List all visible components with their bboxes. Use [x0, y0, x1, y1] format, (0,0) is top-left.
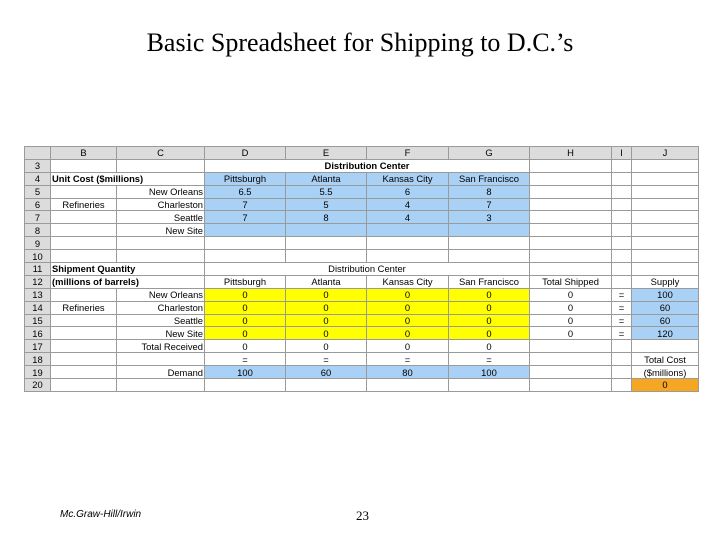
- col-header-d[interactable]: D: [205, 147, 286, 160]
- cell[interactable]: [51, 159, 117, 172]
- cell[interactable]: [530, 159, 612, 172]
- row-header[interactable]: 15: [25, 314, 51, 327]
- demand-cell[interactable]: 80: [367, 366, 449, 379]
- cell[interactable]: [367, 237, 449, 250]
- cell[interactable]: [632, 198, 699, 211]
- cell[interactable]: [612, 340, 632, 353]
- equals-cell[interactable]: =: [612, 301, 632, 314]
- shipment-cell[interactable]: 0: [205, 314, 286, 327]
- row-header[interactable]: 16: [25, 327, 51, 340]
- cell[interactable]: [117, 250, 205, 263]
- equals-cell[interactable]: =: [612, 314, 632, 327]
- row-header[interactable]: 17: [25, 340, 51, 353]
- cell[interactable]: [612, 185, 632, 198]
- unit-cost-cell[interactable]: 8: [449, 185, 530, 198]
- cell[interactable]: [530, 353, 612, 366]
- cell[interactable]: [530, 198, 612, 211]
- cell[interactable]: [632, 237, 699, 250]
- shipment-cell[interactable]: 0: [367, 327, 449, 340]
- unit-cost-cell[interactable]: 3: [449, 211, 530, 224]
- sheet-row: [25, 353, 699, 366]
- equals-cell[interactable]: =: [612, 327, 632, 340]
- sheet-row: [25, 237, 699, 250]
- shipment-cell[interactable]: 0: [286, 288, 367, 301]
- refinery-seattle[interactable]: Seattle: [117, 314, 205, 327]
- cell[interactable]: [632, 250, 699, 263]
- col-header-f[interactable]: F: [367, 147, 449, 160]
- cell[interactable]: [205, 379, 286, 392]
- row-header[interactable]: 11: [25, 263, 51, 276]
- cell[interactable]: [632, 185, 699, 198]
- cell[interactable]: [632, 159, 699, 172]
- sheet-row: [25, 172, 699, 185]
- total-shipped-cell[interactable]: 0: [530, 327, 612, 340]
- unit-cost-cell[interactable]: 8: [286, 211, 367, 224]
- cell[interactable]: [367, 379, 449, 392]
- unit-cost-cell[interactable]: 5.5: [286, 185, 367, 198]
- cell[interactable]: [51, 314, 117, 327]
- slide-title: Basic Spreadsheet for Shipping to D.C.’s: [146, 28, 574, 57]
- cell[interactable]: [51, 366, 117, 379]
- sheet-row: [25, 185, 699, 198]
- total-received-cell[interactable]: 0: [449, 340, 530, 353]
- supply-cell[interactable]: 100: [632, 288, 699, 301]
- cell[interactable]: [530, 185, 612, 198]
- refineries-label[interactable]: Refineries: [51, 198, 117, 211]
- equals-cell[interactable]: =: [367, 353, 449, 366]
- unit-cost-cell[interactable]: [367, 224, 449, 237]
- col-header-i[interactable]: I: [612, 147, 632, 160]
- cell[interactable]: [612, 366, 632, 379]
- cell[interactable]: [530, 172, 612, 185]
- cell[interactable]: [286, 250, 367, 263]
- sheet-row: [25, 379, 699, 392]
- sheet-row: [25, 263, 699, 276]
- publisher-footer: Mc.Graw-Hill/Irwin: [60, 509, 142, 520]
- sheet-row: [25, 211, 699, 224]
- refinery-charleston[interactable]: Charleston: [117, 301, 205, 314]
- sheet-row: [25, 275, 699, 288]
- cell[interactable]: [612, 275, 632, 288]
- cell[interactable]: [612, 198, 632, 211]
- unit-cost-cell[interactable]: 7: [205, 198, 286, 211]
- unit-cost-cell[interactable]: 5: [286, 198, 367, 211]
- row-header[interactable]: 20: [25, 379, 51, 392]
- shipment-cell[interactable]: 0: [286, 327, 367, 340]
- spreadsheet: [24, 146, 699, 392]
- unit-cost-cell[interactable]: [205, 224, 286, 237]
- total-received-label[interactable]: Total Received: [117, 340, 205, 353]
- row-header[interactable]: 18: [25, 353, 51, 366]
- cell[interactable]: [612, 250, 632, 263]
- total-received-cell[interactable]: 0: [367, 340, 449, 353]
- shipment-cell[interactable]: 0: [449, 301, 530, 314]
- cell[interactable]: [530, 263, 612, 276]
- cell[interactable]: [51, 288, 117, 301]
- row-header[interactable]: 14: [25, 301, 51, 314]
- row-header[interactable]: 8: [25, 224, 51, 237]
- shipment-cell[interactable]: 0: [286, 314, 367, 327]
- unit-cost-cell[interactable]: [286, 224, 367, 237]
- shipment-cell[interactable]: 0: [449, 314, 530, 327]
- equals-cell[interactable]: =: [205, 353, 286, 366]
- equals-cell[interactable]: =: [449, 353, 530, 366]
- row-header[interactable]: 9: [25, 237, 51, 250]
- cell[interactable]: [612, 159, 632, 172]
- cell[interactable]: [530, 366, 612, 379]
- shipment-cell[interactable]: 0: [449, 327, 530, 340]
- cell[interactable]: [117, 353, 205, 366]
- cell[interactable]: [449, 250, 530, 263]
- cell[interactable]: [612, 379, 632, 392]
- cell[interactable]: [205, 250, 286, 263]
- col-header-c[interactable]: C: [117, 147, 205, 160]
- dc-pittsburgh[interactable]: Pittsburgh: [205, 275, 286, 288]
- cell[interactable]: [632, 263, 699, 276]
- sheet-row: [25, 198, 699, 211]
- shipment-quantity-label[interactable]: Shipment Quantity: [51, 263, 205, 276]
- dc-san-francisco[interactable]: San Francisco: [449, 275, 530, 288]
- cell[interactable]: [286, 379, 367, 392]
- cell[interactable]: [117, 379, 205, 392]
- total-cost-label[interactable]: Total Cost: [632, 353, 699, 366]
- cell[interactable]: [612, 224, 632, 237]
- cell[interactable]: [530, 379, 612, 392]
- sheet-row: [25, 327, 699, 340]
- row-header[interactable]: 4: [25, 172, 51, 185]
- cell[interactable]: [530, 237, 612, 250]
- supply-cell[interactable]: 120: [632, 327, 699, 340]
- cell[interactable]: [632, 340, 699, 353]
- dc-kansas-city[interactable]: Kansas City: [367, 172, 449, 185]
- total-shipped-cell[interactable]: 0: [530, 301, 612, 314]
- cell[interactable]: [51, 353, 117, 366]
- row-header[interactable]: 10: [25, 250, 51, 263]
- shipment-cell[interactable]: 0: [205, 288, 286, 301]
- col-header-j[interactable]: J: [632, 147, 699, 160]
- demand-cell[interactable]: 60: [286, 366, 367, 379]
- sheet-row: [25, 314, 699, 327]
- demand-label[interactable]: Demand: [117, 366, 205, 379]
- cell[interactable]: [51, 379, 117, 392]
- shipment-cell[interactable]: 0: [205, 327, 286, 340]
- refineries-label[interactable]: Refineries: [51, 301, 117, 314]
- total-shipped-cell[interactable]: 0: [530, 288, 612, 301]
- cell[interactable]: [530, 224, 612, 237]
- dc-pittsburgh[interactable]: Pittsburgh: [205, 172, 286, 185]
- unit-cost-cell[interactable]: 6: [367, 185, 449, 198]
- col-header-e[interactable]: E: [286, 147, 367, 160]
- sheet-row: [25, 224, 699, 237]
- total-cost-cell[interactable]: 0: [632, 379, 699, 392]
- unit-cost-cell[interactable]: [449, 224, 530, 237]
- cell[interactable]: [51, 224, 117, 237]
- sheet-row: [25, 366, 699, 379]
- page-number: 23: [356, 508, 369, 523]
- dc-atlanta[interactable]: Atlanta: [286, 275, 367, 288]
- sheet-row: [25, 301, 699, 314]
- cell[interactable]: [612, 172, 632, 185]
- shipment-unit-label[interactable]: (millions of barrels): [51, 275, 205, 288]
- shipment-cell[interactable]: 0: [367, 314, 449, 327]
- row-header[interactable]: 5: [25, 185, 51, 198]
- cell[interactable]: [117, 159, 205, 172]
- unit-cost-cell[interactable]: 7: [205, 211, 286, 224]
- total-shipped-header[interactable]: Total Shipped: [530, 275, 612, 288]
- cell[interactable]: [612, 263, 632, 276]
- dc-kansas-city[interactable]: Kansas City: [367, 275, 449, 288]
- equals-cell[interactable]: =: [286, 353, 367, 366]
- cell[interactable]: [449, 379, 530, 392]
- row-header[interactable]: 7: [25, 211, 51, 224]
- shipment-cell[interactable]: 0: [449, 288, 530, 301]
- cell[interactable]: [530, 250, 612, 263]
- cell[interactable]: [367, 250, 449, 263]
- dc-atlanta[interactable]: Atlanta: [286, 172, 367, 185]
- column-header-row: [25, 147, 699, 160]
- cell[interactable]: [632, 211, 699, 224]
- col-header-h[interactable]: H: [530, 147, 612, 160]
- cell[interactable]: [632, 172, 699, 185]
- cell[interactable]: [449, 237, 530, 250]
- col-header-g[interactable]: G: [449, 147, 530, 160]
- cell[interactable]: [612, 353, 632, 366]
- refinery-new-site[interactable]: New Site: [117, 327, 205, 340]
- row-header[interactable]: 3: [25, 159, 51, 172]
- cell[interactable]: [530, 340, 612, 353]
- shipment-dc-header[interactable]: Distribution Center: [205, 263, 530, 276]
- unit-cost-cell[interactable]: 4: [367, 198, 449, 211]
- total-cost-unit[interactable]: ($millions): [632, 366, 699, 379]
- sheet-row: [25, 250, 699, 263]
- total-shipped-cell[interactable]: 0: [530, 314, 612, 327]
- demand-cell[interactable]: 100: [449, 366, 530, 379]
- unit-cost-cell[interactable]: 6.5: [205, 185, 286, 198]
- demand-cell[interactable]: 100: [205, 366, 286, 379]
- sheet-row: [25, 159, 699, 172]
- cell[interactable]: [117, 237, 205, 250]
- supply-header[interactable]: Supply: [632, 275, 699, 288]
- refinery-new-orleans[interactable]: New Orleans: [117, 288, 205, 301]
- cell[interactable]: [632, 224, 699, 237]
- cell[interactable]: [51, 237, 117, 250]
- shipment-cell[interactable]: 0: [286, 301, 367, 314]
- refinery-new-site[interactable]: New Site: [117, 224, 205, 237]
- unit-cost-dc-header[interactable]: Distribution Center: [205, 159, 530, 172]
- unit-cost-cell[interactable]: 4: [367, 211, 449, 224]
- cell[interactable]: [51, 340, 117, 353]
- sheet-row: [25, 340, 699, 353]
- total-received-cell[interactable]: 0: [286, 340, 367, 353]
- cell[interactable]: [51, 327, 117, 340]
- refinery-charleston[interactable]: Charleston: [117, 198, 205, 211]
- shipment-cell[interactable]: 0: [367, 288, 449, 301]
- shipment-cell[interactable]: 0: [367, 301, 449, 314]
- cell[interactable]: [286, 237, 367, 250]
- row-header[interactable]: 13: [25, 288, 51, 301]
- unit-cost-label[interactable]: Unit Cost ($millions): [51, 172, 205, 185]
- row-header[interactable]: 6: [25, 198, 51, 211]
- supply-cell[interactable]: 60: [632, 301, 699, 314]
- cell[interactable]: [51, 185, 117, 198]
- unit-cost-cell[interactable]: 7: [449, 198, 530, 211]
- dc-san-francisco[interactable]: San Francisco: [449, 172, 530, 185]
- row-header[interactable]: 19: [25, 366, 51, 379]
- refinery-new-orleans[interactable]: New Orleans: [117, 185, 205, 198]
- refinery-seattle[interactable]: Seattle: [117, 211, 205, 224]
- cell[interactable]: [51, 250, 117, 263]
- cell[interactable]: [205, 237, 286, 250]
- shipment-cell[interactable]: 0: [205, 301, 286, 314]
- sheet-row: [25, 288, 699, 301]
- total-received-cell[interactable]: 0: [205, 340, 286, 353]
- col-header-b[interactable]: B: [51, 147, 117, 160]
- equals-cell[interactable]: =: [612, 288, 632, 301]
- cell[interactable]: [51, 211, 117, 224]
- corner-cell[interactable]: [25, 147, 51, 160]
- supply-cell[interactable]: 60: [632, 314, 699, 327]
- row-header[interactable]: 12: [25, 275, 51, 288]
- cell[interactable]: [530, 211, 612, 224]
- cell[interactable]: [612, 211, 632, 224]
- cell[interactable]: [612, 237, 632, 250]
